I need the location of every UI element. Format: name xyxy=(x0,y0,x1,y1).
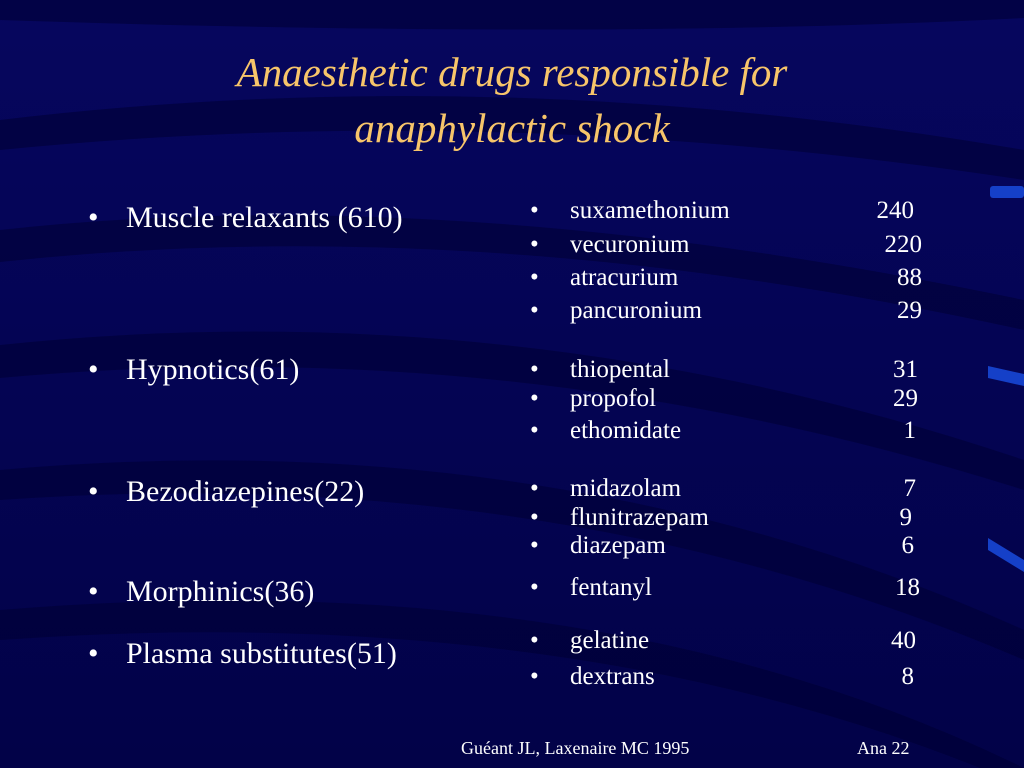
category-label: Morphinics(36) xyxy=(126,575,315,608)
category-label: Plasma substitutes(51) xyxy=(126,637,397,670)
bullet: • xyxy=(530,627,539,654)
bullet: • xyxy=(530,475,539,502)
bullet: • xyxy=(530,663,539,690)
drug-count: 240 xyxy=(876,197,914,224)
drug-row xyxy=(530,416,916,446)
drug-count: 31 xyxy=(893,356,918,383)
bullet: • xyxy=(88,637,99,670)
drug-count: 88 xyxy=(897,264,922,291)
bullet: • xyxy=(530,574,539,601)
bullet: • xyxy=(88,201,99,234)
bullet: • xyxy=(530,297,539,324)
drug-count: 1 xyxy=(903,417,916,444)
category-hypnotics xyxy=(88,352,299,388)
drug-count: 9 xyxy=(899,504,912,531)
drug-row xyxy=(530,474,916,504)
drug-name: ethomidate xyxy=(570,417,682,444)
bullet: • xyxy=(88,475,99,508)
drug-name: fentanyl xyxy=(570,574,652,601)
bullet: • xyxy=(530,197,539,224)
slide-title xyxy=(0,44,1024,156)
drug-name: flunitrazepam xyxy=(570,504,709,531)
drug-name: gelatine xyxy=(570,627,650,654)
title-line-1: Anaesthetic drugs responsible for xyxy=(236,49,788,95)
drug-count: 29 xyxy=(897,297,922,324)
drug-row xyxy=(530,531,914,561)
drug-row xyxy=(530,573,920,603)
category-plasma-substitutes xyxy=(88,636,397,672)
bullet: • xyxy=(88,575,99,608)
category-label: Bezodiazepines(22) xyxy=(126,475,365,508)
drug-name: midazolam xyxy=(570,475,682,502)
drug-count: 18 xyxy=(895,574,920,601)
drug-count: 7 xyxy=(903,475,916,502)
drug-count: 6 xyxy=(901,532,914,559)
category-muscle-relaxants xyxy=(88,200,403,236)
drug-row xyxy=(530,355,918,385)
slide-number: Ana 22 xyxy=(857,738,910,758)
category-benzodiazepines xyxy=(88,474,364,510)
drug-row xyxy=(530,384,918,414)
drug-name: pancuronium xyxy=(570,297,702,324)
drug-name: suxamethonium xyxy=(570,197,730,224)
bullet: • xyxy=(530,385,539,412)
bullet: • xyxy=(530,264,539,291)
bullet: • xyxy=(530,231,539,258)
drug-row xyxy=(530,296,922,326)
drug-name: diazepam xyxy=(570,532,666,559)
drug-count: 40 xyxy=(891,627,916,654)
category-morphinics xyxy=(88,574,314,610)
citation: Guéant JL, Laxenaire MC 1995 xyxy=(461,738,690,758)
drug-name: dextrans xyxy=(570,663,655,690)
drug-row xyxy=(530,230,922,260)
bullet: • xyxy=(530,504,539,531)
category-label: Hypnotics(61) xyxy=(126,353,300,386)
drug-count: 220 xyxy=(884,231,922,258)
bullet: • xyxy=(530,417,539,444)
drug-row xyxy=(530,662,914,692)
category-label: Muscle relaxants (610) xyxy=(126,201,403,234)
drug-row xyxy=(530,503,912,533)
drug-count: 29 xyxy=(893,385,918,412)
bullet: • xyxy=(88,353,99,386)
bullet: • xyxy=(530,356,539,383)
drug-row xyxy=(530,263,922,293)
drug-name: atracurium xyxy=(570,264,679,291)
drug-name: propofol xyxy=(570,385,657,412)
drug-name: thiopental xyxy=(570,356,670,383)
drug-count: 8 xyxy=(901,663,914,690)
bullet: • xyxy=(530,532,539,559)
title-line-2: anaphylactic shock xyxy=(354,105,670,151)
drug-row xyxy=(530,196,914,226)
drug-row xyxy=(530,626,916,656)
drug-name: vecuronium xyxy=(570,231,690,258)
